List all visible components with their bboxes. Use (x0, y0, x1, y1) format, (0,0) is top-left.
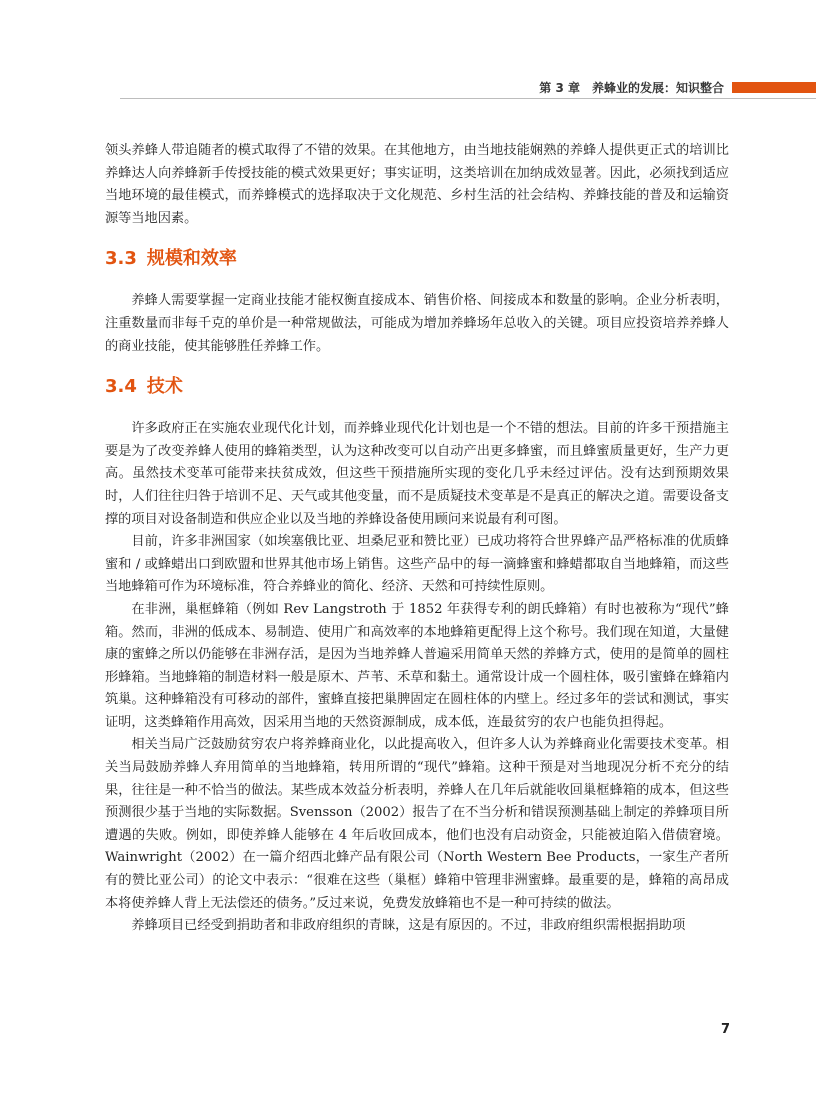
paragraph: 养蜂人需要掌握一定商业技能才能权衡直接成本、销售价格、间接成本和数量的影响。企业分析表明，注重数量而非每千克的单价是一种常规做法，可能成为增加养蜂场年总收入的关键。项目应投资培养养蜂人的商业技能，使其能够胜任养蜂工作。 (105, 293, 729, 354)
page-number: 7 (720, 1022, 730, 1037)
section-heading-3-3 (105, 246, 729, 272)
paragraph: 养蜂项目已经受到捐助者和非政府组织的青睐，这是有原因的。不过，非政府组织需根据捐助项 (131, 918, 686, 934)
header-rule (120, 98, 816, 99)
chapter-running-title: 第 3 章 养蜂业的发展：知识整合 (539, 81, 724, 95)
paragraph: 许多政府正在实施农业现代化计划，而养蜂业现代化计划也是一个不错的想法。目前的许多干预措施主要是为了改变养蜂人使用的蜂箱类型，认为这种改变可以自动产出更多蜂蜜，而且蜂蜜质量更好，生产力更高。虽然技术变革可能带来扶贫成效，但这些干预措施所实现的变化几乎未经过评估。没有达到预期效果时，人们往往归咎于培训不足、天气或其他变量，而不是质疑技术变革是不是真正的解决之道。需要设备支撑的项目对设备制造和供应企业以及当地的养蜂设备使用顾问来说最有利可图。 (105, 421, 729, 527)
section-number: 3.4 (105, 376, 137, 398)
paragraph: 目前，许多非洲国家（如埃塞俄比亚、坦桑尼亚和赞比亚）已成功将符合世界蜂产品严格标准的优质蜂蜜和 / 或蜂蜡出口到欧盟和世界其他市场上销售。这些产品中的每一滴蜂蜜和蜂蜡都取自当地蜂箱，而这些当地蜂箱可作为环境标准，符合养蜂业的简化、经济、天然和可持续性原则。 (105, 534, 729, 595)
paragraph: 在非洲，巢框蜂箱（例如 Rev Langstroth 于 1852 年获得专利的朗氏蜂箱）有时也被称为“现代”蜂箱。然而，非洲的低成本、易制造、使用广和高效率的本地蜂箱更配得上这个称号。我们现在知道，大量健康的蜜蜂之所以仍能够在非洲存活，是因为当地养蜂人普遍采用简单天然的养蜂方式，使用的是简单的圆柱形蜂箱。当地蜂箱的制造材料一般是原木、芦苇、禾草和黏土。通常设计成一个圆柱体，吸引蜜蜂在蜂箱内筑巢。这种蜂箱没有可移动的部件，蜜蜂直接把巢脾固定在圆柱体的内壁上。经过多年的尝试和测试，事实证明，这类蜂箱作用高效，因采用当地的天然资源制成，成本低，连最贫穷的农户也能负担得起。 (105, 601, 729, 730)
section-heading-3-4 (105, 374, 729, 400)
running-header (0, 78, 816, 98)
section-title: 技术 (146, 376, 183, 398)
paragraph: 相关当局广泛鼓励贫穷农户将养蜂商业化，以此提高收入，但许多人认为养蜂商业化需要技术变革。相关当局鼓励养蜂人弃用简单的当地蜂箱，转用所谓的“现代”蜂箱。这种干预是对当地现况分析不充分的结果，往往是一种不恰当的做法。某些成本效益分析表明，养蜂人在几年后就能收回巢框蜂箱的成本，但这些预测很少基于当地的实际数据。Svensson（2002）报告了在不当分析和错误预测基础上制定的养蜂项目所遭遇的失败。例如，即使养蜂人能够在 4 年后收回成本，他们也没有启动资金，只能被迫陷入借债窘境。Wainwright（2002）在一篇介绍西北蜂产品有限公司（North Western Bee Products，一家生产者所有的赞比亚公司）的论文中表示：“很难在这些（巢框）蜂箱中管理非洲蜜蜂。最重要的是，蜂箱的高昂成本将使养蜂人背上无法偿还的债务。”反过来说，免费发放蜂箱也不是一种可持续的做法。 (105, 737, 729, 911)
section-number: 3.3 (105, 248, 137, 270)
header-accent-bar (732, 82, 816, 93)
page-body (105, 140, 729, 938)
intro-paragraph: 领头养蜂人带追随者的模式取得了不错的效果。在其他地方，由当地技能娴熟的养蜂人提供更正式的培训比养蜂达人向养蜂新手传授技能的模式效果更好；事实证明，这类培训在加纳成效显著。因此，必须找到适应当地环境的最佳模式，而养蜂模式的选择取决于文化规范、乡村生活的社会结构、养蜂技能的普及和运输资源等当地因素。 (105, 143, 729, 226)
section-title: 规模和效率 (146, 248, 237, 270)
